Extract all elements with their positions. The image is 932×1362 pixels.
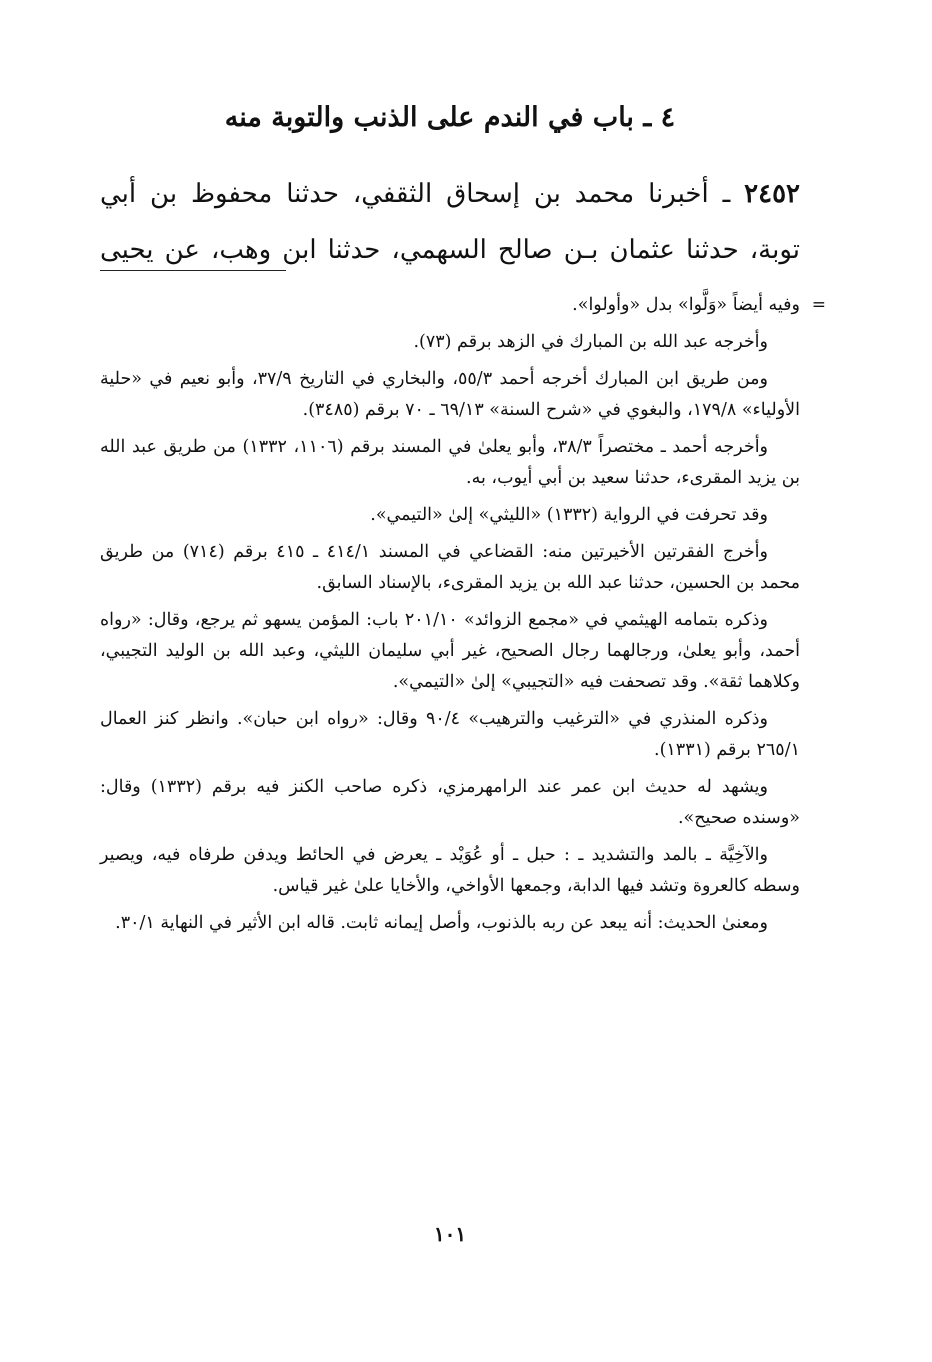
hadith-text [100,166,800,278]
continuation-mark: = [811,295,826,315]
footnote-paragraph: ومعنىٰ الحديث: أنه يبعد عن ربه بالذنوب، وأصل إيمانه ثابت. قاله ابن الأثير في النهاية ٣٠/١. [115,913,768,933]
footnotes [100,290,826,945]
footnote-paragraph: والآخِيَّة ـ بالمد والتشديد ـ : حبل ـ أو عُوَيْد ـ يعرض في الحائط ويدفن طرفاه فيه، ويصير وسطه كالعروة وتشد فيها الدابة، وجمعها الأواخي، والأخايا علىٰ غير قياس. [100,845,800,896]
footnote-text: وفيه أيضاً «وَلَّوا» بدل «وأولوا». [572,295,800,315]
footnote-continuation [100,290,826,321]
footnote-separator [100,270,286,271]
footnote-paragraph: ويشهد له حديث ابن عمر عند الرامهرمزي، ذكره صاحب الكنز فيه برقم (١٣٣٢) وقال: «وسنده صحيح». [100,777,800,828]
footnote-paragraph: وأخرج الفقرتين الأخيرتين منه: القضاعي في المسند ٤١٤/١ ـ ٤١٥ برقم (٧١٤) من طريق محمد بن الحسين، حدثنا عبد الله بن يزيد المقرىء، بالإسناد السابق. [100,542,800,593]
document-page [100,0,826,1362]
footnote-paragraph: وذكره بتمامه الهيثمي في «مجمع الزوائد» ٢٠١/١٠ باب: المؤمن يسهو ثم يرجع، وقال: «رواه أحمد، وأبو يعلىٰ، ورجالهما رجال الصحيح، غير أبي سليمان الليثي، وعبد الله بن الوليد التجيبي، وكلاهما ثقة». وقد تصحفت فيه «التجيبي» إلىٰ «التيمي». [100,610,800,692]
chapter-title: ٤ ـ باب في الندم على الذنب والتوبة منه [224,102,676,133]
hadith-body: ـ أخبرنا محمد بن إسحاق الثقفي، حدثنا محفوظ بن أبي توبة، حدثنا عثمان بـن صالح السهمي، حدثنا ابن وهب، عن يحيى [100,179,800,265]
footnote-paragraph: وأخرجه عبد الله بن المبارك في الزهد برقم (٧٣). [413,332,768,352]
footnote-paragraph: وذكره المنذري في «الترغيب والترهيب» ٩٠/٤ وقال: «رواه ابن حبان». وانظر كنز العمال ٢٦٥/١ برقم (١٣٣١). [100,709,800,760]
page-number: ١٠١ [433,1222,467,1246]
hadith-number: ٢٤٥٢ [744,179,800,209]
footnote-paragraph: ومن طريق ابن المبارك أخرجه أحمد ٥٥/٣، والبخاري في التاريخ ٣٧/٩، وأبو نعيم في «حلية الأولياء» ١٧٩/٨، والبغوي في «شرح السنة» ٦٩/١٣ ـ ٧٠ برقم (٣٤٨٥). [100,369,800,420]
footnote-paragraph: وأخرجه أحمد ـ مختصراً ٣٨/٣، وأبو يعلىٰ في المسند برقم (١١٠٦، ١٣٣٢) من طريق عبد الله بن يزيد المقرىء، حدثنا سعيد بن أبي أيوب، به. [100,437,800,488]
footnote-paragraph: وقد تحرفت في الرواية (١٣٣٢) «الليثي» إلىٰ «التيمي». [370,505,768,525]
